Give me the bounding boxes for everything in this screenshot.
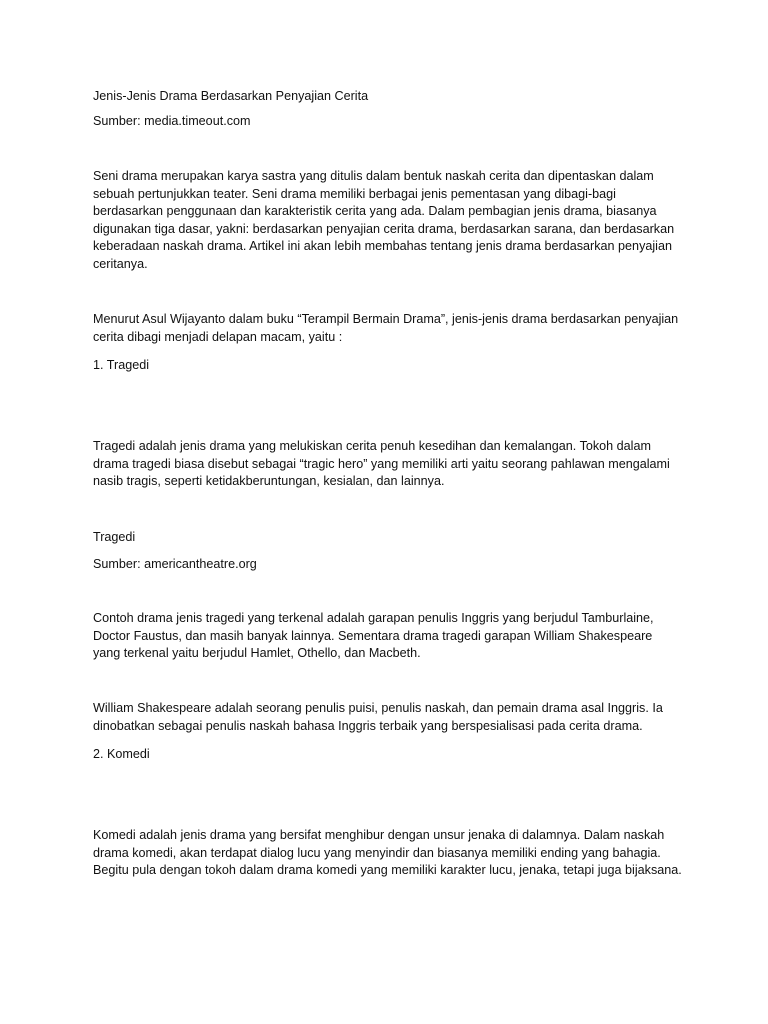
heading-tragedi: 1. Tragedi — [93, 358, 150, 372]
source-credit-2: Sumber: americantheatre.org — [93, 557, 257, 571]
heading-komedi: 2. Komedi — [93, 747, 150, 761]
intro-paragraph: Seni drama merupakan karya sastra yang ditulis dalam bentuk naskah cerita dan dipentaskan dalam sebuah pertunjukkan teater. Seni drama memiliki berbagai jenis pementasan yang dibagi-bagi berdasarkan penggunaan dan karakteristik cerita yang ada. Dalam pembagian jenis drama, biasanya digunakan tiga dasar, yakni: berdasarkan penyajian cerita drama, berdasarkan sarana, dan berdasarkan keberadaan naskah drama. Artikel ini akan lebih membahas tentang jenis drama berdasarkan penyajian ceritanya. — [93, 169, 675, 271]
document-title: Jenis-Jenis Drama Berdasarkan Penyajian Cerita — [93, 89, 369, 103]
menurut-paragraph: Menurut Asul Wijayanto dalam buku “Terampil Bermain Drama”, jenis-jenis drama berdasarkan penyajian cerita dibagi menjadi delapan macam, yaitu : — [93, 312, 679, 344]
source-credit-1: Sumber: media.timeout.com — [93, 114, 251, 128]
image-caption-tragedi: Tragedi — [93, 530, 136, 544]
shakespeare-paragraph: William Shakespeare adalah seorang penulis puisi, penulis naskah, dan pemain drama asal Inggris. Ia dinobatkan sebagai penulis naskah bahasa Inggris terbaik yang berspesialisasi pada cerita drama. — [93, 701, 663, 733]
contoh-paragraph: Contoh drama jenis tragedi yang terkenal adalah garapan penulis Inggris yang berjudul Tamburlaine, Doctor Faustus, dan masih banyak lainnya. Sementara drama tragedi garapan William Shakespeare yang terkenal yaitu berjudul Hamlet, Othello, dan Macbeth. — [93, 611, 654, 661]
komedi-paragraph: Komedi adalah jenis drama yang bersifat menghibur dengan unsur jenaka di dalamnya. Dalam naskah drama komedi, akan terdapat dialog lucu yang menyindir dan biasanya memiliki ending yang bahagia. Begitu pula dengan tokoh dalam drama komedi yang memiliki karakter lucu, jenaka, tetapi juga bijaksana. — [93, 828, 682, 878]
tragedi-paragraph: Tragedi adalah jenis drama yang melukiskan cerita penuh kesedihan dan kemalangan. Tokoh dalam drama tragedi biasa disebut sebagai “tragic hero” yang memiliki arti yaitu seorang pahlawan mengalami nasib tragis, seperti ketidakberuntungan, kesialan, dan lainnya. — [93, 439, 670, 489]
